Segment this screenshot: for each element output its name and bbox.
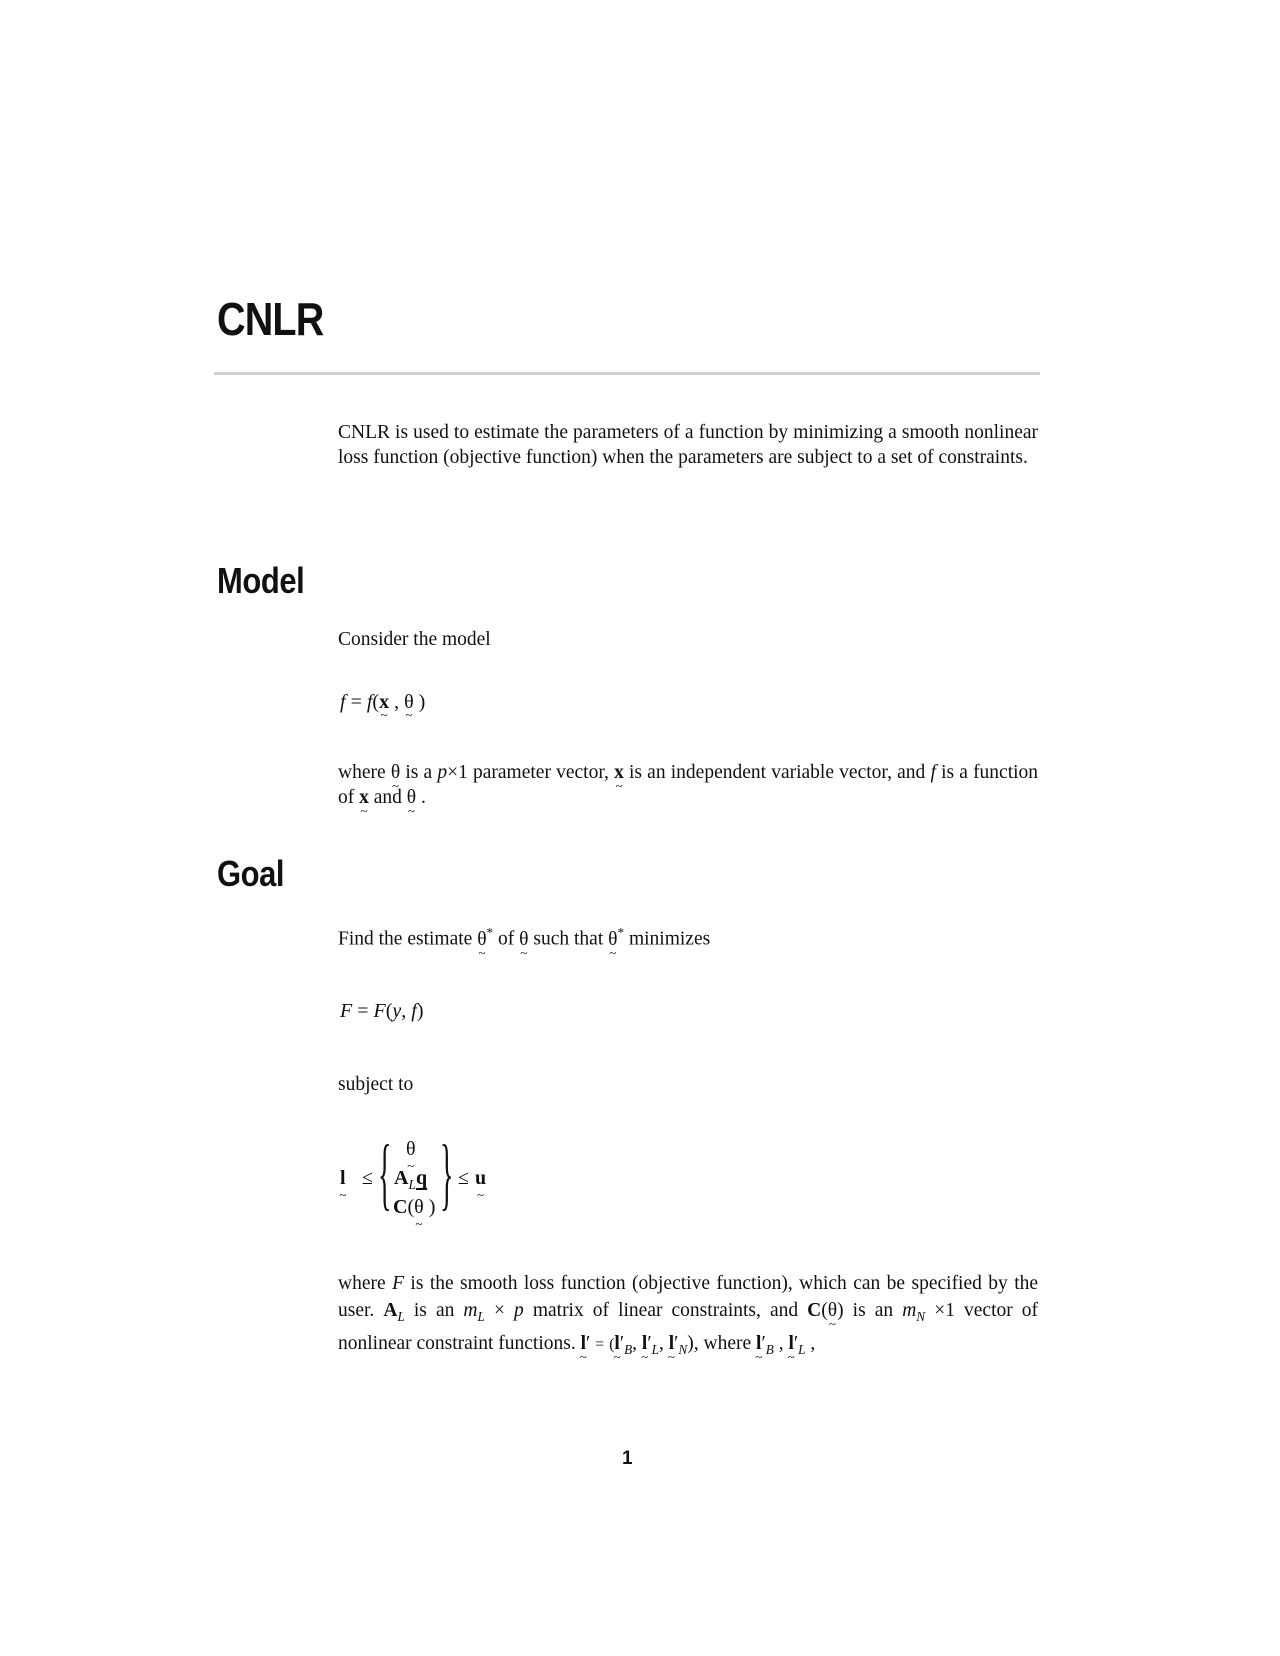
constraint-inequality — [338, 1132, 498, 1232]
title-divider — [214, 372, 1040, 375]
subject-to-text: subject to — [338, 1074, 414, 1095]
model-equation: f = f(x ~ , θ ~ ) — [340, 689, 425, 715]
right-brace: } — [440, 1130, 454, 1218]
constraint-row-linear: $A_Lq$ — [394, 1167, 428, 1192]
constraint-row-theta: θ ~ — [406, 1138, 416, 1161]
model-where-paragraph: where θ ~ is a p×1 parameter vector, x ~ is an independent variable vector, and f is a function of x ~ and θ ~ . — [338, 760, 1038, 810]
upper-bound-vector: u ~ — [475, 1167, 486, 1190]
model-consider-text: Consider the model — [338, 629, 491, 650]
goal-heading: Goal — [217, 853, 285, 894]
goal-where-paragraph: where F is the smooth loss function (objective function), which can be specified by the user. $A_L$ is an $m_L \times p$ matrix of linear constraints, and C(θ ~) is an $m_N \times 1$ vector of nonlinear constraint functions. l ~′ = (l $\sim'_B$, l $\sim'_L$, l $\sim'_N$), where l $\sim'_B$ , l $\sim'_L$ , — [338, 1270, 1038, 1363]
left-brace: { — [378, 1130, 392, 1218]
page-title: CNLR — [217, 293, 324, 345]
constraint-row-nonlinear: C(θ ~ ) — [393, 1196, 435, 1219]
goal-find-text: Find the estimate θ ~* of θ ~ such that θ ~* minimizes — [338, 920, 1038, 952]
page-number: 1 — [622, 1448, 633, 1469]
goal-equation: F = F(y, f) — [340, 1000, 424, 1022]
lower-bound-vector: l ~ — [340, 1167, 346, 1190]
intro-paragraph: CNLR is used to estimate the parameters of a function by minimizing a smooth nonlinear loss function (objective function) when the parameters are subject to a set of constraints. — [338, 422, 1038, 468]
model-heading: Model — [217, 560, 305, 601]
le-symbol: ≤ — [362, 1167, 373, 1189]
le-symbol-right: ≤ — [458, 1167, 469, 1189]
